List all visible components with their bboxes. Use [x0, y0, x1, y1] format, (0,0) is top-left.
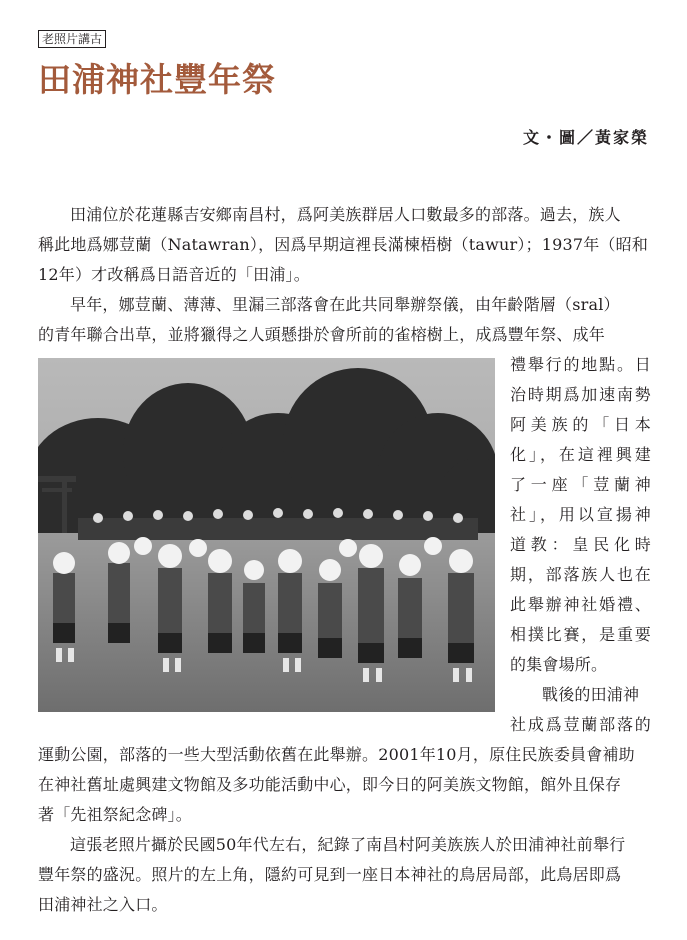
text-line: 的青年聯合出草，並將獵得之人頭懸掛於會所前的雀榕樹上，成爲豐年祭、成年	[38, 325, 606, 344]
text-line: 的集會場所。	[510, 655, 608, 674]
text-line: 運動公園，部落的一些大型活動依舊在此舉辦。2001年10月，原住民族委員會補助	[38, 745, 635, 764]
text-line: 早年，娜荳蘭、薄薄、里漏三部落會在此共同舉辦祭儀，由年齡階層（sral）	[70, 295, 620, 314]
text-line: 戰後的田浦神	[542, 685, 640, 704]
paragraph-3	[38, 740, 650, 830]
article-title: 田浦神社豐年祭	[38, 60, 276, 99]
paragraph-2	[38, 290, 650, 350]
text-line: 相撲比賽，是重要	[510, 625, 651, 644]
paragraph-3-column	[510, 680, 651, 740]
text-line: 在神社舊址處興建文物館及多功能活動中心，即今日的阿美族文物館，館外且保存	[38, 775, 622, 794]
text-line: 期，部落族人也在	[510, 565, 651, 584]
text-line: 社成爲荳蘭部落的	[510, 715, 651, 734]
byline: 文・圖／黃家榮	[522, 128, 649, 147]
text-line: 此舉辦神社婚禮、	[510, 595, 651, 614]
text-line: 阿美族的「日本	[510, 415, 651, 434]
text-line: 田浦位於花蓮縣吉安鄉南昌村，爲阿美族群居人口數最多的部落。過去，族人	[70, 205, 621, 224]
text-line: 道教：皇民化時	[510, 535, 651, 554]
text-line: 了一座「荳蘭神	[510, 475, 651, 494]
text-line: 田浦神社之入口。	[38, 895, 168, 914]
paragraph-1	[38, 200, 650, 290]
paragraph-4	[38, 830, 650, 920]
text-line: 豐年祭的盛況。照片的左上角，隱約可見到一座日本神社的鳥居局部，此鳥居即爲	[38, 865, 622, 884]
text-line: 12年）才改稱爲日語音近的「田浦」。	[38, 265, 310, 284]
text-line: 這張老照片攝於民國50年代左右，紀錄了南昌村阿美族族人於田浦神社前舉行	[70, 835, 626, 854]
text-line: 社」，用以宣揚神	[510, 505, 651, 524]
text-line: 化」，在這裡興建	[510, 445, 651, 464]
text-line: 禮舉行的地點。日	[510, 355, 651, 374]
text-line: 稱此地爲娜荳蘭（Natawran），因爲早期這裡長滿楝梧樹（tawur）；1937年（昭和	[38, 235, 649, 254]
text-line: 治時期爲加速南勢	[510, 385, 651, 404]
text-line: 著「先祖祭紀念碑」。	[38, 805, 193, 824]
column-badge: 老照片講古	[38, 30, 106, 48]
paragraph-2-column	[510, 350, 651, 680]
festival-photo	[38, 358, 495, 712]
